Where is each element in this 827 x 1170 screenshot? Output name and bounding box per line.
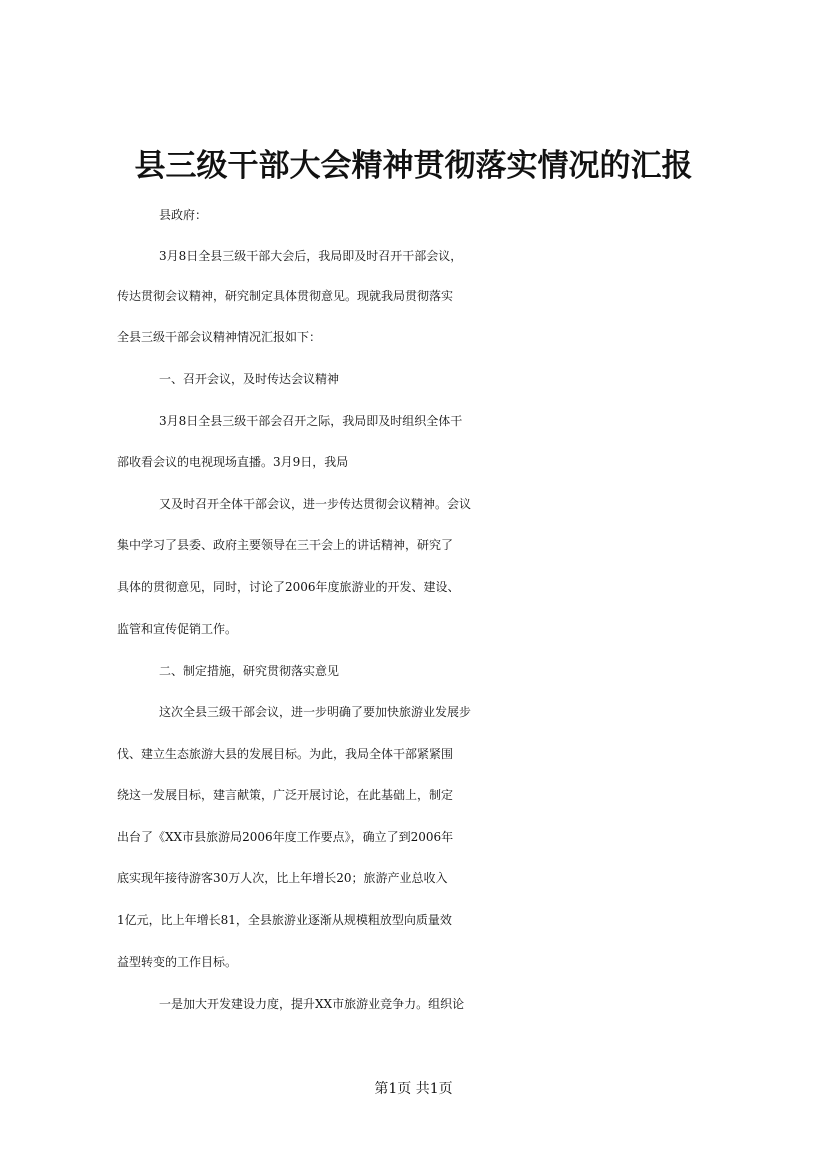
paragraph-line: 全县三级干部会议精神情况汇报如下： (117, 330, 322, 344)
document-title: 县三级干部大会精神贯彻落实情况的汇报 (134, 148, 693, 184)
page-footer: 第1页 共1页 (374, 1081, 453, 1097)
paragraph-line: 这次全县三级干部会议，进一步明确了要加快旅游业发展步 (159, 705, 472, 719)
paragraph-line: 绕这一发展目标，建言献策，广泛开展讨论，在此基础上，制定 (117, 788, 454, 802)
paragraph-line: 出台了《XX市县旅游局2006年度工作要点》，确立了到2006年 (117, 830, 454, 844)
paragraph-line: 监管和宣传促销工作。 (117, 622, 238, 636)
paragraph-line: 集中学习了县委、政府主要领导在三干会上的讲话精神，研究了 (117, 538, 454, 552)
paragraph-line: 底实现年接待游客30万人次，比上年增长20；旅游产业总收入 (117, 871, 448, 885)
section-heading-2: 二、制定措施，研究贯彻落实意见 (159, 664, 340, 678)
paragraph-line: 又及时召开全体干部会议，进一步传达贯彻会议精神。会议 (159, 497, 472, 511)
paragraph-line: 具体的贯彻意见，同时，讨论了2006年度旅游业的开发、建设、 (117, 580, 460, 594)
salutation: 县政府： (159, 208, 208, 222)
paragraph-line: 3月8日全县三级干部大会后，我局即及时召开干部会议， (159, 249, 463, 263)
paragraph-line: 1亿元，比上年增长81，全县旅游业逐渐从规模粗放型向质量效 (117, 913, 452, 927)
paragraph-line: 伐、建立生态旅游大县的发展目标。为此，我局全体干部紧紧围 (117, 747, 454, 761)
paragraph-line: 益型转变的工作目标。 (117, 955, 238, 969)
section-heading-1: 一、召开会议，及时传达会议精神 (159, 372, 340, 386)
paragraph-line: 一是加大开发建设力度，提升XX市旅游业竞争力。组织论 (159, 997, 465, 1011)
paragraph-line: 传达贯彻会议精神，研究制定具体贯彻意见。现就我局贯彻落实 (117, 289, 454, 303)
paragraph-line: 部收看会议的电视现场直播。3月9日，我局 (117, 455, 349, 469)
paragraph-line: 3月8日全县三级干部会召开之际，我局即及时组织全体干 (159, 414, 463, 428)
